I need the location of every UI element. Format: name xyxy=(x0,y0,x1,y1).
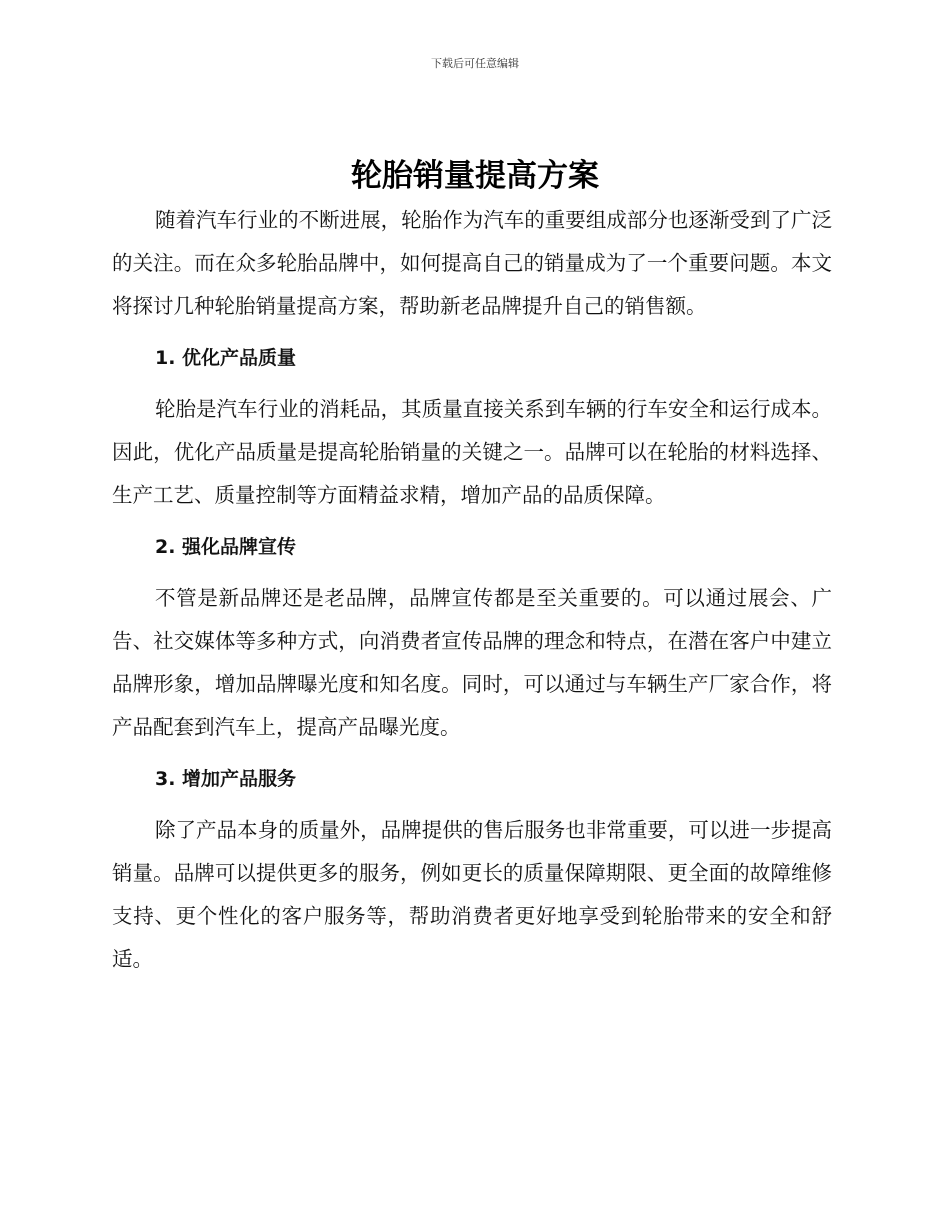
section-paragraph: 不管是新品牌还是老品牌，品牌宣传都是至关重要的。可以通过展会、广告、社交媒体等多种方式，向消费者宣传品牌的理念和特点，在潜在客户中建立品牌形象，增加品牌曝光度和知名度。同时，可以通过与车辆生产厂家合作，将产品配套到汽车上，提高产品曝光度。 xyxy=(112,586,832,739)
intro-paragraph: 随着汽车行业的不断进展，轮胎作为汽车的重要组成部分也逐渐受到了广泛的关注。而在众多轮胎品牌中，如何提高自己的销量成为了一个重要问题。本文将探讨几种轮胎销量提高方案，帮助新老品牌提升自己的销售额。 xyxy=(112,208,832,318)
section-heading: 1. 优化产品质量 xyxy=(155,347,297,369)
document-body xyxy=(112,199,832,981)
section-paragraph: 轮胎是汽车行业的消耗品，其质量直接关系到车辆的行车安全和运行成本。因此，优化产品质量是提高轮胎销量的关键之一。品牌可以在轮胎的材料选择、生产工艺、质量控制等方面精益求精，增加产品的品质保障。 xyxy=(112,397,832,507)
section-heading: 2. 强化品牌宣传 xyxy=(155,536,297,558)
section-heading: 3. 增加产品服务 xyxy=(155,768,297,790)
document-title: 轮胎销量提高方案 xyxy=(351,158,599,194)
header-note: 下载后可任意编辑 xyxy=(431,57,519,70)
section-paragraph: 除了产品本身的质量外，品牌提供的售后服务也非常重要，可以进一步提高销量。品牌可以提供更多的服务，例如更长的质量保障期限、更全面的故障维修支持、更个性化的客户服务等，帮助消费者更好地享受到轮胎带来的安全和舒适。 xyxy=(112,818,832,971)
